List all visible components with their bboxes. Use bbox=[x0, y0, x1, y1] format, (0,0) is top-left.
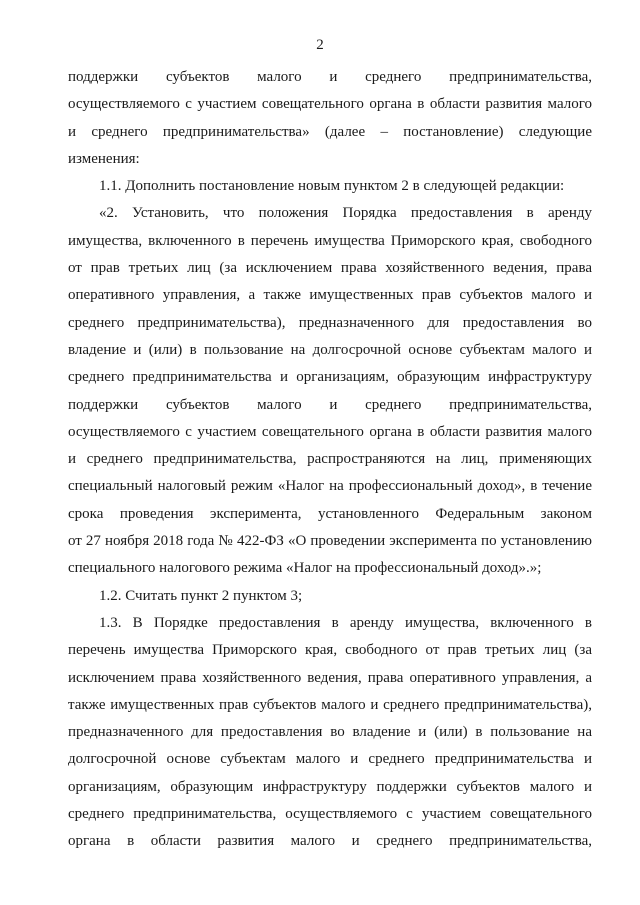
text-line: «2. Установить, что положения Порядка предоставления в аренду bbox=[99, 205, 592, 222]
text-line: поддержки субъектов малого и среднего предпринимательства, bbox=[68, 396, 592, 413]
text-line: перечень имущества Приморского края, свободного от прав третьих лиц (за bbox=[68, 642, 592, 659]
text-line: организациям, образующим инфраструктуру поддержки субъектов малого и bbox=[68, 778, 592, 795]
text-line: органа в области развития малого и среднего предпринимательства, bbox=[68, 833, 592, 850]
page-number: 2 bbox=[316, 37, 324, 53]
document-body bbox=[68, 64, 592, 856]
text-line: изменения: bbox=[68, 150, 140, 167]
text-line: долгосрочной основе субъектам малого и среднего предпринимательства и bbox=[68, 751, 592, 768]
text-line: от прав третьих лиц (за исключением права хозяйственного ведения, права bbox=[68, 260, 592, 277]
text-line: и среднего предпринимательства» (далее – постановление) следующие bbox=[68, 123, 592, 140]
text-line: также имущественных прав субъектов малого и среднего предпринимательства), bbox=[68, 696, 592, 713]
text-line: предназначенного для предоставления во владение и (или) в пользование на bbox=[68, 724, 592, 741]
text-line: оперативного управления, а также имущественных прав субъектов малого и bbox=[68, 287, 592, 304]
text-line: 1.2. Считать пункт 2 пунктом 3; bbox=[99, 587, 303, 604]
text-line: среднего предпринимательства и организациям, образующим инфраструктуру bbox=[68, 369, 592, 386]
text-line: владение и (или) в пользование на долгосрочной основе субъектам малого и bbox=[68, 341, 592, 358]
text-line: 1.1. Дополнить постановление новым пунктом 2 в следующей редакции: bbox=[99, 178, 565, 195]
text-line: и среднего предпринимательства, распространяются на лиц, применяющих bbox=[68, 451, 592, 468]
text-line: среднего предпринимательства), предназначенного для предоставления во bbox=[68, 314, 592, 331]
text-line: исключением права хозяйственного ведения, права оперативного управления, а bbox=[68, 669, 592, 686]
text-line: от 27 ноября 2018 года № 422-ФЗ «О проведении эксперимента по установлению bbox=[68, 533, 592, 550]
text-line: среднего предпринимательства, осуществляемого с участием совещательного bbox=[68, 806, 592, 823]
text-line: срока проведения эксперимента, установленного Федеральным законом bbox=[68, 505, 592, 522]
text-line: имущества, включенного в перечень имущества Приморского края, свободного bbox=[68, 232, 592, 249]
text-line: 1.3. В Порядке предоставления в аренду имущества, включенного в bbox=[99, 614, 592, 631]
text-line: специальный налоговый режим «Налог на профессиональный доход», в течение bbox=[68, 478, 592, 495]
text-line: осуществляемого с участием совещательного органа в области развития малого bbox=[68, 423, 592, 440]
text-line: поддержки субъектов малого и среднего предпринимательства, bbox=[68, 69, 592, 85]
text-line: осуществляемого с участием совещательного органа в области развития малого bbox=[68, 96, 592, 113]
text-line: специального налогового режима «Налог на профессиональный доход».»; bbox=[68, 560, 542, 577]
